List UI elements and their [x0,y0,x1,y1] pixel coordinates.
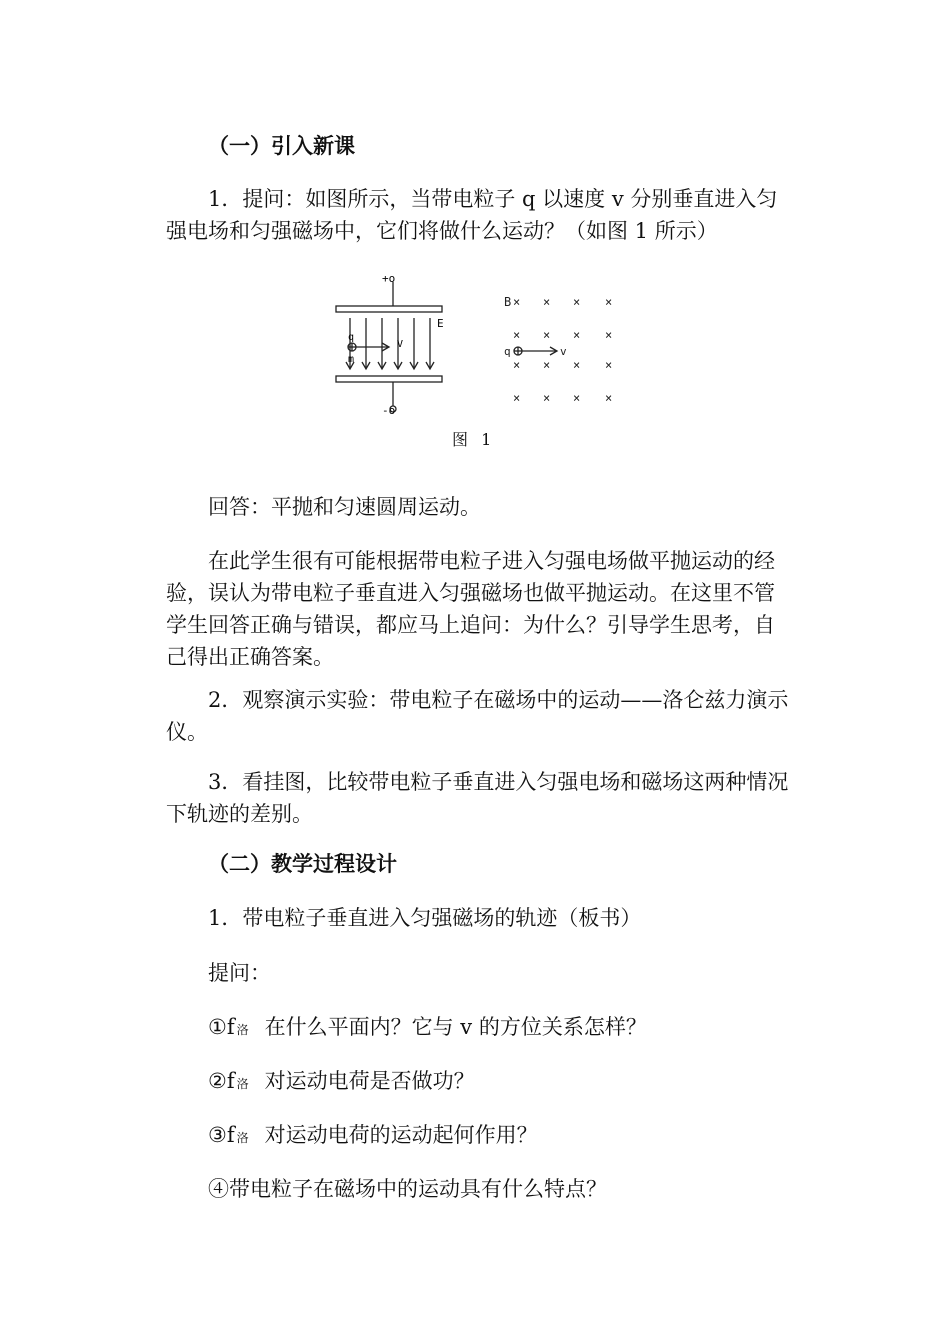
section-heading-intro: （一）引入新课 [208,134,355,158]
plus-terminal-label: +o [382,272,396,285]
svg-text:×: × [543,328,551,342]
field-b-label: B [504,295,512,309]
bottom-plate [336,376,442,382]
question-list-item: ④带电粒子在磁场中的运动具有什么特点？ [208,1177,607,1201]
question-3-paragraph: 3．看挂图，比较带电粒子垂直进入匀强电场和磁场这两种情况下轨迹的差别。 [166,770,789,826]
field-e-label: E [437,317,444,330]
svg-text:×: × [573,358,581,372]
section-heading-process: （二）教学过程设计 [208,852,397,876]
ask-label: 提问： [208,961,271,985]
charge-q-label-magnetic: q [504,345,511,358]
svg-text:×: × [573,328,581,342]
svg-text:×: × [543,391,551,405]
figure-caption: 图 1 [452,430,496,449]
svg-text:×: × [573,391,581,405]
question-list-item: ①f 洛 在什么平面内？它与 v 的方位关系怎样？ [208,1015,647,1039]
svg-text:×: × [513,295,521,309]
charge-q-label: q [348,332,355,343]
svg-text:×: × [573,295,581,309]
svg-text:×: × [605,391,613,405]
svg-text:×: × [513,391,521,405]
minus-terminal-label: -o [382,404,396,417]
svg-text:×: × [543,295,551,309]
question-list-item: ②f 洛 对运动电荷是否做功？ [208,1069,475,1093]
mass-m-label: m [348,354,355,365]
question-2-paragraph: 2．观察演示实验：带电粒子在磁场中的运动——洛仑兹力演示仪。 [166,688,789,744]
question-1-paragraph: 1．提问：如图所示，当带电粒子 q 以速度 v 分别垂直进入匀强电场和匀强磁场中，它们将做什么运动？（如图 1 所示） [166,187,778,243]
top-plate [336,306,442,312]
question-list-item: ③f 洛 对运动电荷的运动起何作用？ [208,1123,538,1147]
svg-text:×: × [543,358,551,372]
svg-text:×: × [513,328,521,342]
answer-paragraph: 回答：平抛和匀速圆周运动。 [208,495,481,519]
svg-text:×: × [513,358,521,372]
item-1-paragraph: 1．带电粒子垂直进入匀强磁场的轨迹（板书） [208,906,642,930]
electric-field-diagram [336,282,442,412]
velocity-v-label-magnetic: v [560,345,567,358]
svg-text:×: × [605,358,613,372]
electric-field-lines [346,318,434,369]
explanation-paragraph: 在此学生很有可能根据带电粒子进入匀强电场做平抛运动的经验，误认为带电粒子垂直进入匀强磁场也做平抛运动。在这里不管学生回答正确与错误，都应马上追问：为什么？引导学生思考，自己得出正确答案。 [166,549,775,669]
svg-text:×: × [605,328,613,342]
magnetic-field-diagram [504,295,612,405]
velocity-v-label-electric: V [397,339,404,350]
svg-text:×: × [605,295,613,309]
